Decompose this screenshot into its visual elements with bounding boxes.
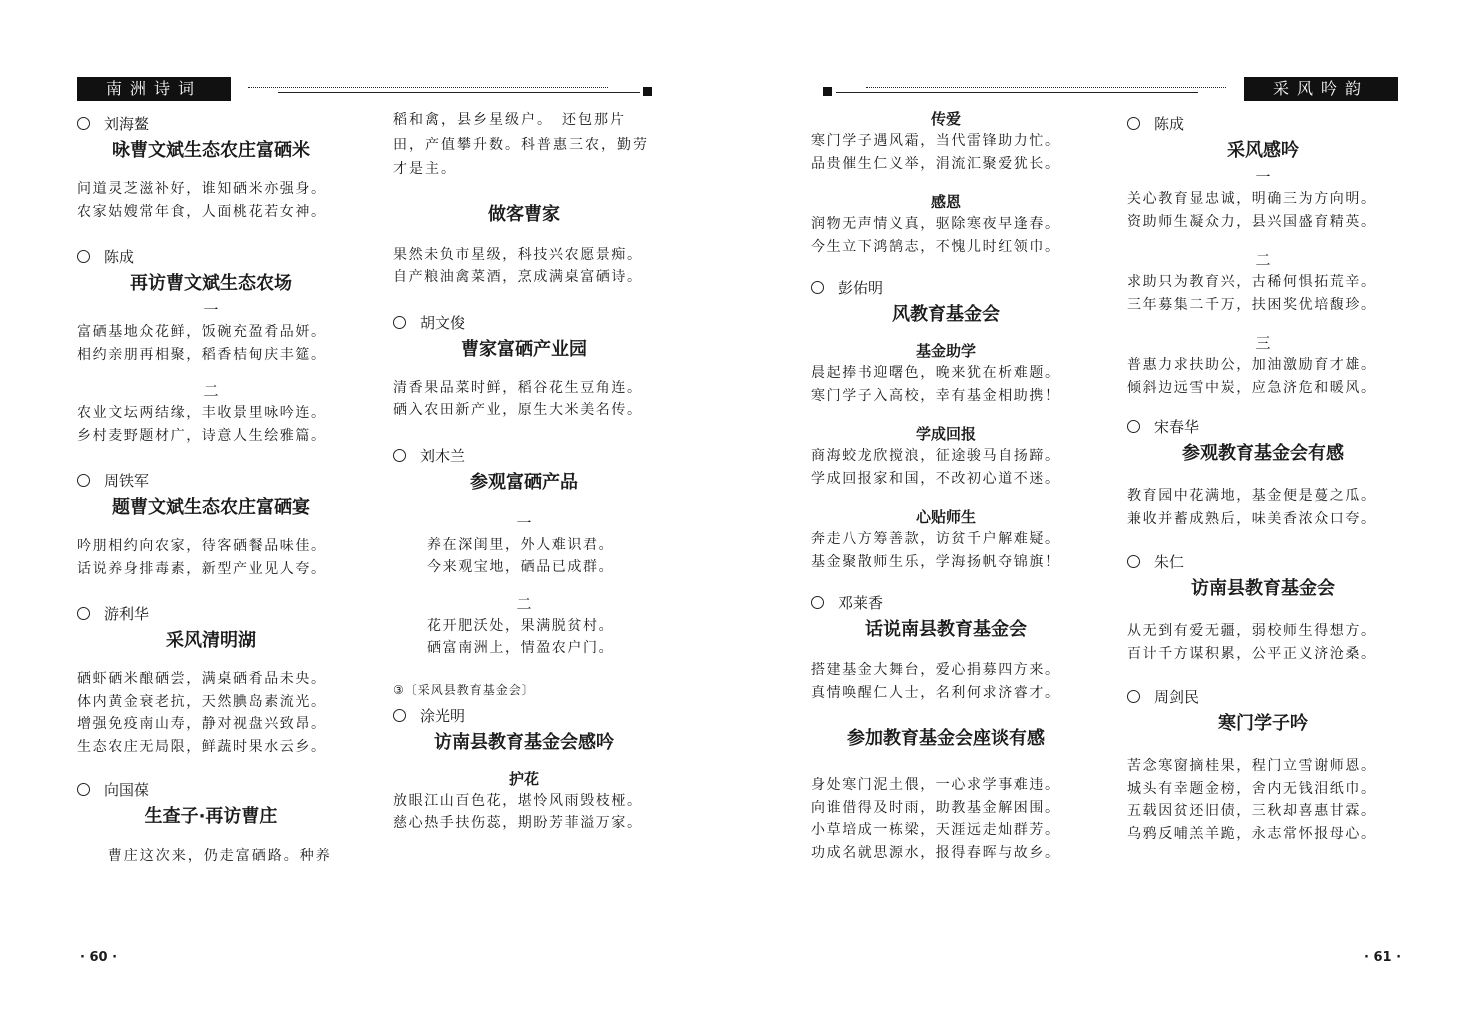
circle-bullet-icon (1127, 690, 1140, 703)
poem-line: 资助师生凝众力，县兴国盛育精英。 (1127, 213, 1377, 230)
poem-entry (393, 444, 655, 660)
poem-line: 城头有幸题金榜，舍内无钱泪纸巾。 (1127, 780, 1377, 797)
poem-entry (393, 200, 655, 289)
section-note: ③〔采风县教育基金会〕 (393, 682, 535, 697)
poem-line: 花开肥沃处，果满脱贫村。 (427, 617, 615, 634)
header-rule (836, 92, 1198, 93)
page-number-right: · 61 · (1364, 950, 1402, 965)
poem-entry (77, 778, 345, 869)
poem-line: 三年募集二千万，扶困奖优培馥珍。 (1127, 296, 1377, 313)
poem-line: 慈心热手扶伤蕊，期盼芳菲溢万家。 (393, 815, 643, 831)
section-number: 一 (203, 301, 219, 319)
poem-entry (393, 311, 655, 422)
poem-title: 采风感吟 (1227, 140, 1299, 161)
section-number: 二 (203, 382, 219, 400)
poem-line: 真情唤醒仁人士，名利何求济睿才。 (811, 684, 1061, 701)
poem-title: 参加教育基金会座谈有感 (847, 728, 1045, 749)
poem-line: 农业文坛两结缘，丰收景里咏吟连。 (77, 405, 327, 421)
poem-author: 胡文俊 (393, 311, 655, 335)
poem-entry (77, 602, 345, 758)
circle-bullet-icon (811, 281, 824, 294)
poem-title: 访南县教育基金会感吟 (434, 731, 614, 753)
poem-subtitle: 心贴师生 (915, 508, 976, 526)
poem-line: 寒门学子遇风霜，当代雷锋助力忙。 (811, 133, 1061, 149)
circle-bullet-icon (77, 783, 90, 796)
poem-line: 话说养身排毒素，新型产业见人夸。 (77, 560, 327, 577)
poem-subtitle: 护花 (508, 769, 539, 788)
poem-title: 再访曹文斌生态农场 (130, 273, 292, 294)
poem-line: 果然未负市星级，科技兴农愿景痴。 (393, 246, 643, 263)
poem-line: 硒虾硒米酿硒尝，满桌硒肴品未央。 (77, 671, 327, 687)
poem-line: 寒门学子入高校，幸有基金相助携！ (811, 387, 1061, 404)
poem-author: 彭佑明 (811, 276, 1081, 300)
poem-line: 农家姑嫂常年食，人面桃花若女神。 (77, 203, 327, 220)
poem-line: 身处寒门泥土偎，一心求学事难违。 (811, 777, 1061, 793)
poem-subtitle: 学成回报 (915, 425, 976, 443)
poem-title: 做客曹家 (488, 203, 560, 225)
section-number: 二 (1255, 251, 1271, 269)
poem-line: 富硒基地众花鲜，饭碗充盈肴品妍。 (77, 324, 327, 340)
poem-line: 乡村麦野题材广，诗意人生绘雅篇。 (77, 427, 327, 444)
poem-prose-continued: 稻和禽，县乡星级户。 还包那片田，产值攀升数。科普惠三农，勤劳才是主。 (393, 112, 649, 177)
poem-title: 生查子·再访曹庄 (144, 806, 278, 827)
poem-line: 今生立下鸿鹄志，不愧儿时红领巾。 (811, 238, 1061, 255)
poem-line: 基金聚散师生乐，学海扬帆夺锦旗！ (811, 553, 1061, 570)
poem-author: 刘木兰 (393, 444, 655, 468)
poem-title: 访南县教育基金会 (1191, 578, 1335, 599)
poem-line: 学成回报家和国，不改初心道不迷。 (811, 470, 1061, 487)
poem-entry (77, 112, 345, 223)
poem-entry (393, 704, 655, 835)
circle-bullet-icon (77, 250, 90, 263)
circle-bullet-icon (393, 316, 406, 329)
poem-entry (1127, 112, 1399, 399)
circle-bullet-icon (1127, 420, 1140, 433)
poem-entry (1127, 415, 1399, 530)
poem-line: 问道灵芝滋补好，谁知硒米亦强身。 (77, 181, 327, 197)
section-number: 二 (516, 594, 532, 613)
circle-bullet-icon (1127, 555, 1140, 568)
poem-line: 关心教育显忠诚，明确三为方向明。 (1127, 191, 1377, 207)
poem-title: 曹家富硒产业园 (461, 338, 587, 360)
poem-title: 参观富硒产品 (470, 471, 578, 493)
poem-line: 放眼江山百色花，堪怜风雨毁枝桠。 (393, 792, 643, 809)
poem-line: 增强免疫南山寿，静对视盘兴致昂。 (77, 716, 327, 732)
poem-author: 游利华 (77, 602, 345, 626)
poem-author: 陈成 (1127, 112, 1399, 136)
poem-line: 五载因贫还旧债，三秋却喜惠甘霖。 (1127, 803, 1377, 819)
poem-line: 品贵催生仁义举，涓流汇聚爱犹长。 (811, 155, 1061, 172)
section-number: 一 (1255, 168, 1271, 186)
poem-title: 风教育基金会 (892, 304, 1000, 325)
header-rule-dotted (866, 87, 1226, 88)
poem-line: 普惠力求扶助公，加油激励育才雄。 (1127, 357, 1377, 373)
poem-line: 清香果品菜时鲜，稻谷花生豆角连。 (393, 379, 643, 396)
poem-author: 涂光明 (393, 704, 655, 728)
poem-line: 润物无声情义真，驱除寒夜早逢春。 (811, 216, 1061, 232)
section-number: 一 (516, 513, 532, 532)
poem-line: 相约亲朋再相聚，稻香桔甸庆丰筵。 (77, 346, 327, 363)
circle-bullet-icon (77, 474, 90, 487)
poem-entry (77, 245, 345, 447)
poem-line: 倾斜边远雪中炭，应急济危和暖风。 (1127, 379, 1377, 396)
circle-bullet-icon (393, 709, 406, 722)
column-1 (77, 108, 345, 869)
poem-line: 晨起捧书迎曙色，晚来犹在析难题。 (811, 365, 1061, 381)
column-4 (1127, 108, 1399, 845)
poem-author: 邓莱香 (811, 591, 1081, 615)
poem-author: 刘海鳌 (77, 112, 345, 136)
poem-line: 养在深闺里，外人难识君。 (427, 536, 615, 553)
poem-line: 从无到有爱无疆，弱校师生得想方。 (1127, 623, 1377, 639)
column-2 (393, 108, 655, 835)
poem-entry (811, 276, 1081, 573)
poem-title: 咏曹文斌生态农庄富硒米 (112, 140, 310, 161)
poem-entry (1127, 550, 1399, 665)
poem-line: 商海蛟龙欣搅浪，征途骏马自扬蹄。 (811, 448, 1061, 464)
poem-line: 教育园中花满地，基金便是蔓之瓜。 (1127, 488, 1377, 504)
poem-title: 话说南县教育基金会 (865, 619, 1027, 640)
poem-entry (811, 591, 1081, 704)
circle-bullet-icon (393, 449, 406, 462)
poem-line: 兼收并蓄成熟后，味美香浓众口夸。 (1127, 510, 1377, 527)
poem-line: 生态农庄无局限，鲜蔬时果水云乡。 (77, 738, 327, 755)
poem-line: 向谁借得及时雨，助教基金解困围。 (811, 799, 1061, 816)
poem-title: 采风清明湖 (166, 630, 256, 651)
poem-line: 硒入农田新产业，原生大米美名传。 (393, 402, 643, 418)
right-page-header: 采风吟韵 (1244, 77, 1398, 101)
poem-line: 自产粮油禽菜酒，烹成满桌富硒诗。 (393, 269, 643, 285)
column-3 (811, 108, 1081, 864)
poem-entry (1127, 685, 1399, 845)
poem-line: 硒富南洲上，情盈农户门。 (427, 640, 615, 656)
poem-entry (77, 469, 345, 580)
left-page-header: 南洲诗词 (77, 77, 231, 101)
poem-line: 百计千方谋积累，公平正义济沧桑。 (1127, 645, 1377, 662)
poem-line: 吟朋相约向农家，待客硒餐品味佳。 (77, 538, 327, 554)
page-number-left: · 60 · (80, 950, 118, 965)
header-square (823, 87, 832, 96)
poem-line: 乌鸦反哺羔羊跪，永志常怀报母心。 (1127, 825, 1377, 842)
poem-line: 奔走八方筹善款，访贫千户解难疑。 (811, 531, 1061, 547)
header-square (643, 87, 652, 96)
poem-subtitle: 感恩 (930, 193, 961, 211)
poem-author: 宋春华 (1127, 415, 1399, 439)
poem-line: 求助只为教育兴，古稀何惧拓荒辛。 (1127, 274, 1377, 290)
poem-line: 功成名就思源水，报得春晖与故乡。 (811, 844, 1061, 861)
poem-line: 苦念寒窗摘桂果，程门立雪谢师恩。 (1127, 758, 1377, 774)
poem-line: 小草培成一栋梁，天涯远走灿群芳。 (811, 822, 1061, 838)
poem-author: 朱仁 (1127, 550, 1399, 574)
circle-bullet-icon (77, 607, 90, 620)
poem-subtitle: 传爱 (930, 110, 961, 128)
poem-line: 体内黄金衰老抗，天然腆岛素流光。 (77, 693, 327, 710)
poem-prose: 曹庄这次来，仍走富硒路。种养 (107, 848, 332, 864)
poem-title: 寒门学子吟 (1218, 713, 1308, 734)
poem-line: 搭建基金大舞台，爱心捐募四方来。 (811, 662, 1061, 678)
circle-bullet-icon (1127, 117, 1140, 130)
poem-author: 周剑民 (1127, 685, 1399, 709)
poem-line: 今来观宝地，硒品已成群。 (427, 559, 615, 575)
poem-author: 向国葆 (77, 778, 345, 802)
poem-entry (811, 724, 1081, 864)
poem-title: 参观教育基金会有感 (1182, 443, 1344, 464)
circle-bullet-icon (811, 596, 824, 609)
poem-author: 陈成 (77, 245, 345, 269)
poem-title: 题曹文斌生态农庄富硒宴 (112, 497, 310, 518)
header-rule (278, 92, 640, 93)
poem-subtitle: 基金助学 (915, 342, 976, 360)
header-rule-dotted (248, 87, 608, 88)
circle-bullet-icon (77, 117, 90, 130)
section-number: 三 (1255, 334, 1271, 352)
poem-author: 周铁军 (77, 469, 345, 493)
